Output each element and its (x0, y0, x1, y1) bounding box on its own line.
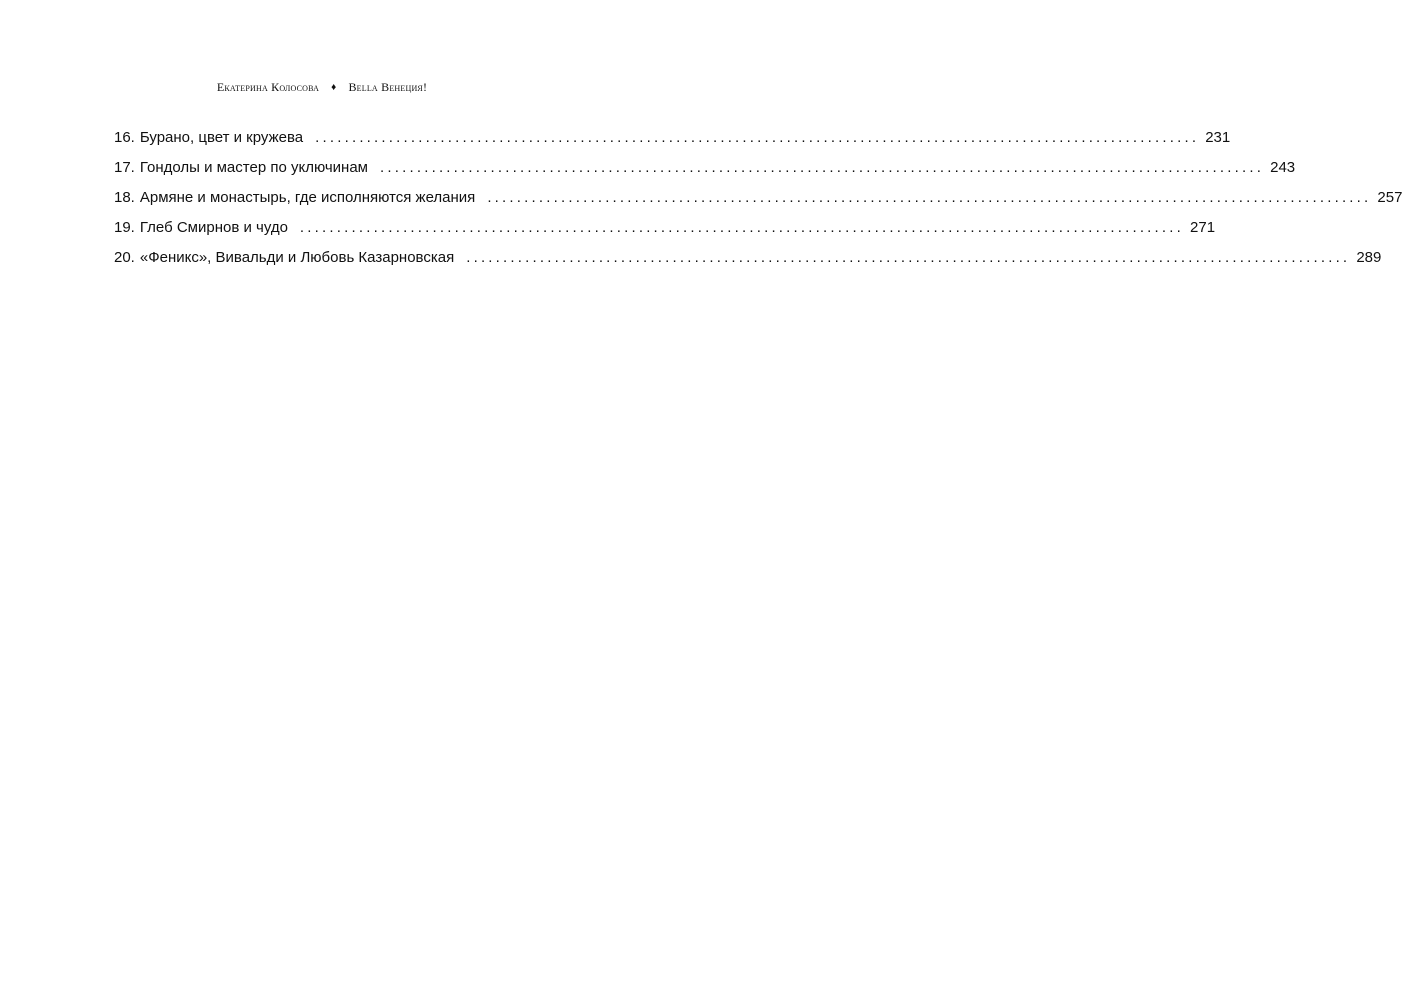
running-head (0, 80, 644, 95)
toc-entry[interactable] (114, 217, 1216, 247)
toc-entry-page: 257 (1377, 189, 1402, 206)
dot-leader: ........................................................................................................................ (380, 159, 1265, 176)
toc-entry-title: «Феникс», Вивальди и Любовь Казарновская (139, 249, 455, 266)
dot-leader: ........................................................................................................................ (299, 219, 1185, 236)
toc-entry[interactable] (114, 187, 1402, 217)
toc-entry-number: 19. (114, 219, 135, 236)
running-head-book-title: Bella Венеция! (348, 80, 428, 94)
toc-entry-page: 243 (1270, 159, 1296, 176)
toc-entry-title: Глеб Смирнов и чудо (139, 219, 288, 236)
toc-entry[interactable] (114, 247, 1382, 277)
toc-entry[interactable] (114, 127, 1231, 157)
toc-entry-title: Бурано, цвет и кружева (139, 129, 304, 146)
toc-entry-page: 289 (1356, 249, 1382, 266)
toc-entry-title: Гондолы и мастер по уключинам (139, 159, 368, 176)
toc-entry-number: 18. (114, 189, 135, 206)
toc-entry-page: 231 (1205, 129, 1231, 146)
dot-leader: ........................................................................................................................ (315, 129, 1200, 146)
toc-entry-number: 20. (114, 249, 135, 266)
toc-entry-page: 271 (1190, 219, 1216, 236)
dot-leader: ........................................................................................................................ (466, 249, 1351, 266)
toc-entry-number: 17. (114, 159, 135, 176)
table-of-contents (114, 127, 1402, 277)
toc-entry-number: 16. (114, 129, 135, 146)
running-head-author: Екатерина Колосова (216, 80, 320, 94)
diamond-separator-icon: ♦ (331, 82, 337, 93)
dot-leader: ........................................................................................................................ (487, 189, 1372, 206)
toc-entry[interactable] (114, 157, 1296, 187)
toc-entry-title: Армяне и монастырь, где исполняются желания (139, 189, 476, 206)
